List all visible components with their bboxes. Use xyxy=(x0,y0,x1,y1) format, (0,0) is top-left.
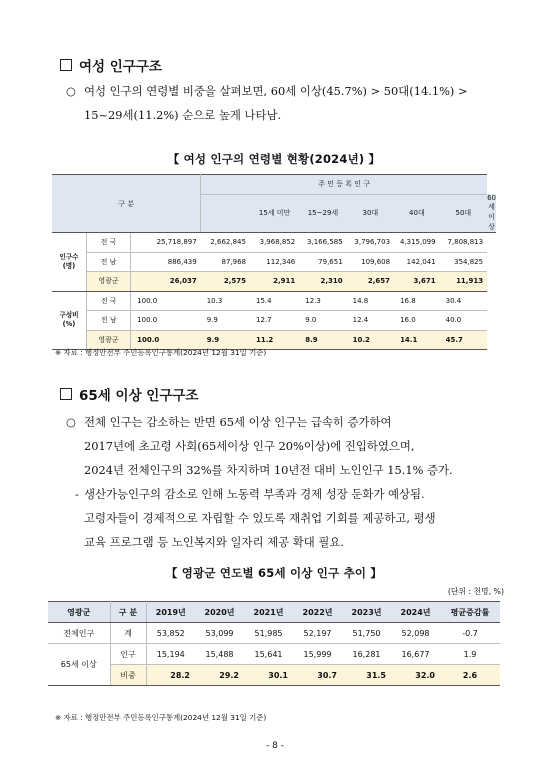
section-title-text: 여성 인구구조 xyxy=(79,59,162,75)
col-header: 50대 xyxy=(440,194,487,233)
col-header: 60세 이상 xyxy=(487,194,496,231)
table-row-yeonggwang: 영광군 26,037 2,575 2,911 2,310 2,657 3,671 11,913 xyxy=(52,272,496,292)
table1-source-note: ※ 자료 : 행정안전부 주민등록인구통계(2024년 12월 31일 기준) xyxy=(55,348,267,357)
table-row: 전 남 886,439 87,968 112,346 79,651 109,608 142,041 354,825 xyxy=(52,252,496,272)
header-gubun: 구 분 xyxy=(52,175,201,233)
col-header: 30대 xyxy=(347,194,394,233)
col-header: 15세 미만 xyxy=(250,194,299,233)
square-bullet-icon xyxy=(60,59,72,71)
table-row-yeonggwang: 영광군 100.0 9.9 11.2 8.9 10.2 14.1 45.7 xyxy=(52,330,496,350)
page-number: - 8 - xyxy=(266,741,284,751)
para-line: 전체 인구는 감소하는 반면 65세 이상 인구는 급속히 증가하여 xyxy=(84,415,392,429)
dash-bullet: - xyxy=(75,487,79,501)
table1-title: 【 여성 인구의 연령별 현황(2024년) 】 xyxy=(167,152,381,166)
table-row: 전체인구 계 53,852 53,099 51,985 52,197 51,750 52,098 -0.7 xyxy=(48,623,500,644)
col-header: 15~29세 xyxy=(299,194,346,233)
table-row-ratio: 비중 28.2 29.2 30.1 30.7 31.5 32.0 2.6 xyxy=(48,665,500,686)
female-age-table xyxy=(52,174,496,350)
group-label-population: 인구수 (명) xyxy=(52,233,86,292)
section-title-female-population xyxy=(60,55,162,75)
table2-unit: (단위 : 천명, %) xyxy=(447,587,504,596)
table-row: 전 남 100.0 9.9 12.7 9.0 12.4 16.0 40.0 xyxy=(52,311,496,331)
circle-bullet-icon: ○ xyxy=(66,84,76,98)
section-title-text: 65세 이상 인구구조 xyxy=(79,388,199,404)
square-bullet-icon xyxy=(60,388,72,400)
table-header-row: 영광군 구 분 2019년 2020년 2021년 2022년 2023년 2024년 평균증감률 xyxy=(48,602,500,623)
para-line: 여성 인구의 연령별 비중을 살펴보면, 60세 이상(45.7%) > 50대(14.1%) > xyxy=(84,84,468,98)
group-label-ratio: 구성비 (%) xyxy=(52,291,86,350)
elderly-trend-table xyxy=(48,601,500,686)
para-line: 생산가능인구의 감소로 인해 노동력 부족과 경제 성장 둔화가 예상됨. xyxy=(84,487,425,501)
table-row: 65세 이상 인구 15,194 15,488 15,641 15,999 16,281 16,677 1.9 xyxy=(48,644,500,665)
table2-source-note: ※ 자료 : 행정안전부 주민등록인구통계(2024년 12월 31일 기준) xyxy=(55,713,267,722)
para-line: 고령자들이 경제적으로 자립할 수 있도록 재취업 기회를 제공하고, 평생 xyxy=(84,511,436,525)
table2-title: 【 영광군 연도별 65세 이상 인구 추이 】 xyxy=(165,566,383,580)
sub-paragraph xyxy=(66,482,510,554)
para-line: 2024년 전체인구의 32%를 차지하며 10년전 대비 노인인구 15.1% 증가. xyxy=(84,463,453,477)
para-line: 15~29세(11.2%) 순으로 높게 나타남. xyxy=(84,108,282,122)
header-resident-population: 주 민 등 록 인 구 xyxy=(201,175,487,195)
table-row: 구성비 (%) 전 국 100.0 10.3 15.4 12.3 14.8 16.8 30.4 xyxy=(52,291,496,311)
section2-paragraph xyxy=(66,410,510,554)
section-title-elderly-population xyxy=(60,384,198,404)
table-row: 인구수 (명) 전 국 25,718,897 2,662,845 3,968,852 3,166,585 3,796,703 4,315,099 7,808,813 xyxy=(52,233,496,253)
section1-paragraph xyxy=(66,79,506,127)
para-line: 교육 프로그램 등 노인복지와 일자리 제공 확대 필요. xyxy=(84,535,345,549)
circle-bullet-icon: ○ xyxy=(66,415,76,429)
para-line: 2017년에 초고령 사회(65세이상 인구 20%이상)에 진입하였으며, xyxy=(84,439,415,453)
col-header: 40대 xyxy=(394,194,440,233)
